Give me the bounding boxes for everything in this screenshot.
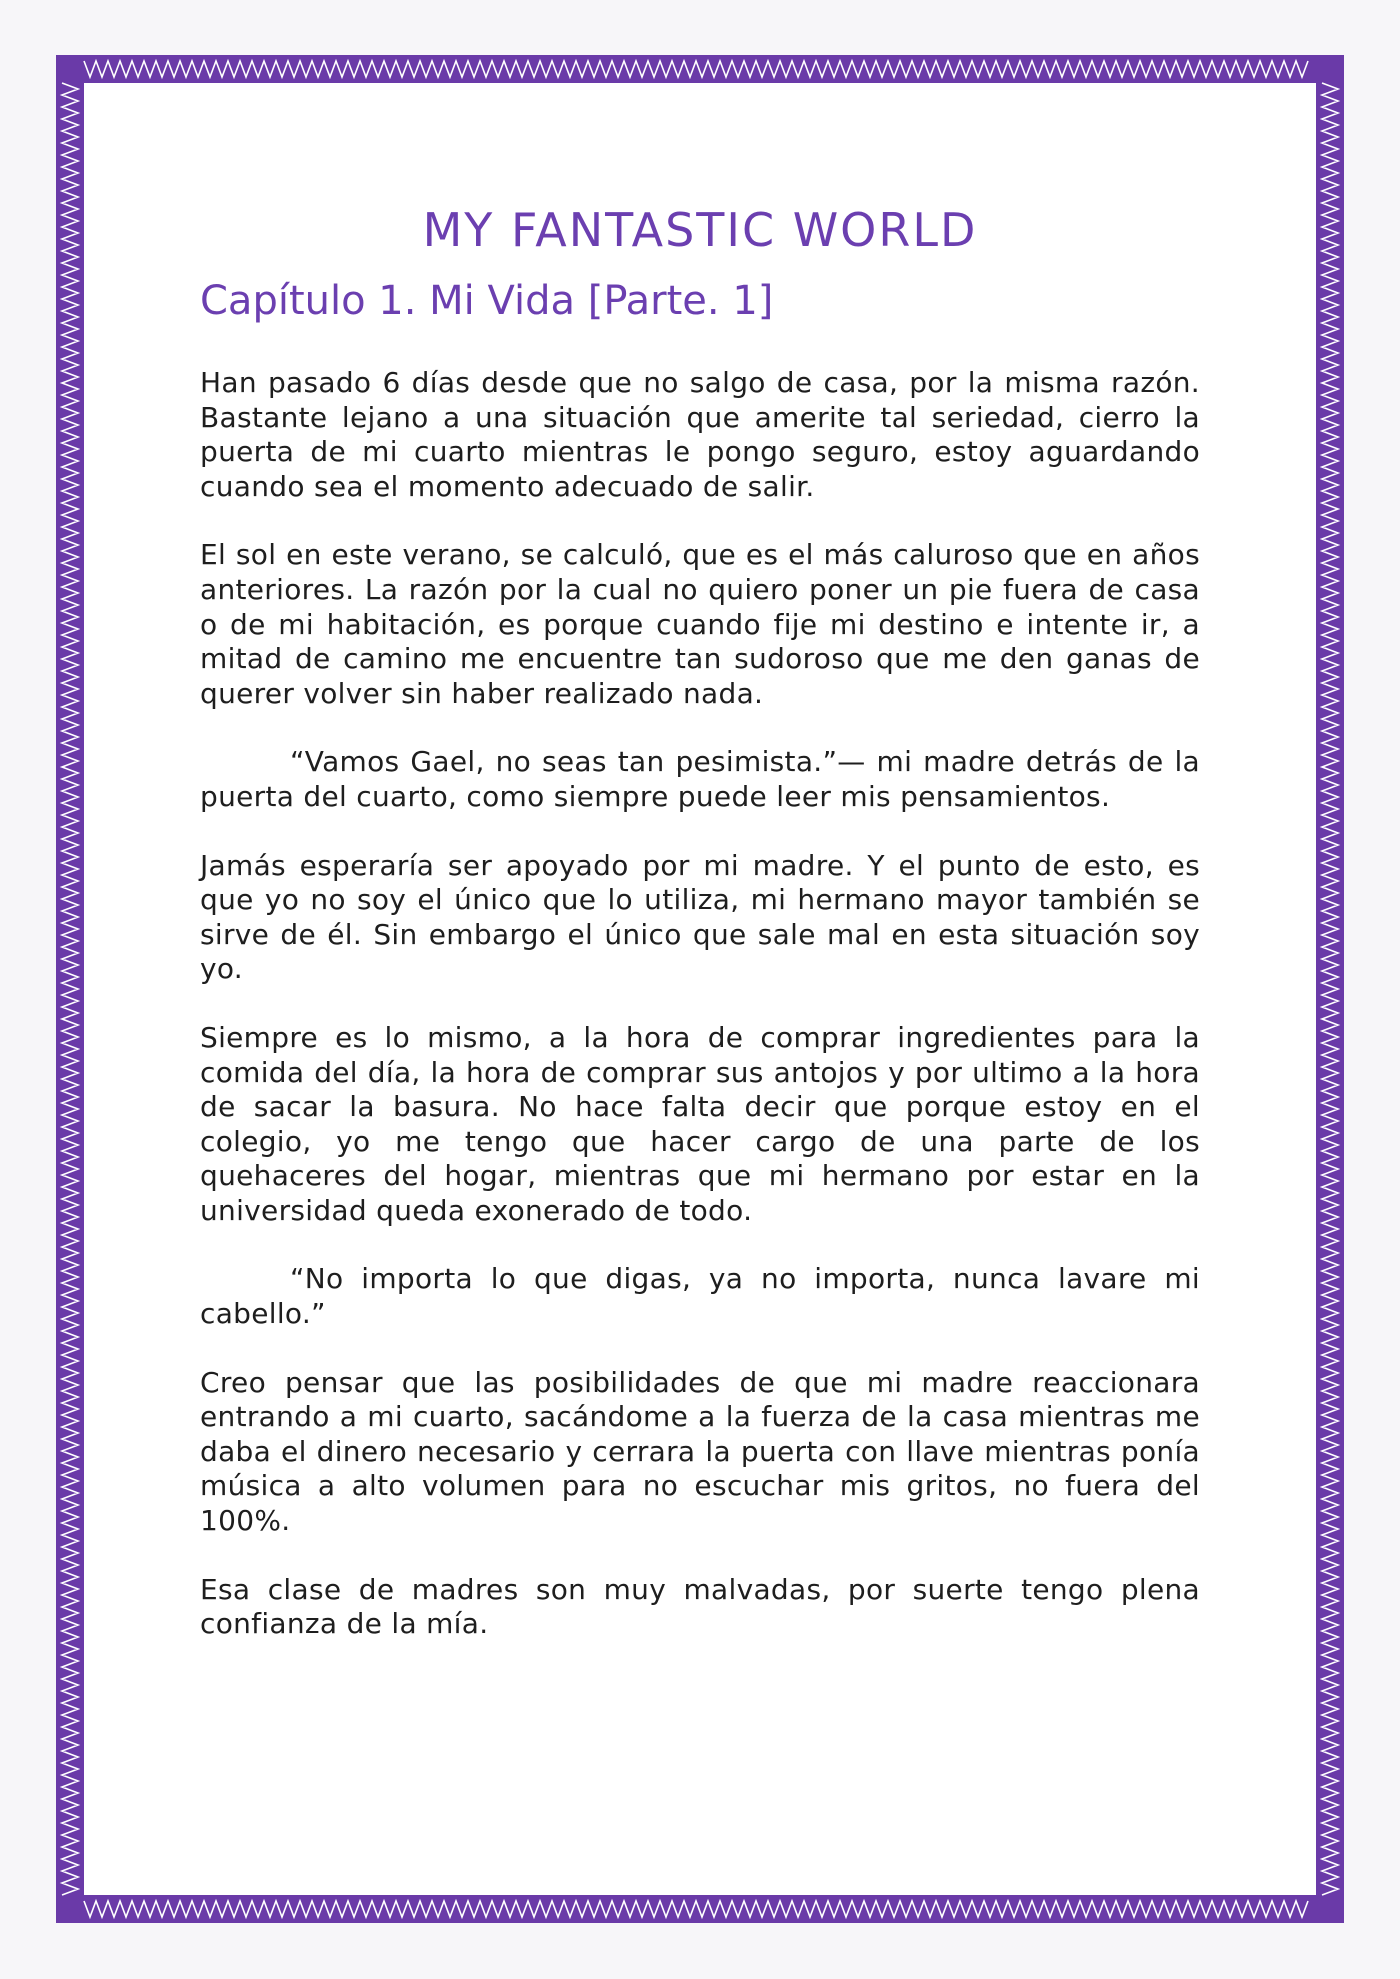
paragraph: Han pasado 6 días desde que no salgo de casa, por la misma razón. Bastante lejano a una situación que amerite tal seriedad, cierro la puerta de mi cuarto mientras le pongo seguro, estoy aguardando cuando sea el momento adecuado de salir. — [200, 366, 1200, 503]
chapter-heading: Capítulo 1. Mi Vida [Parte. 1] — [200, 278, 774, 324]
dialogue-paragraph: “Vamos Gael, no seas tan pesimista.”— mi madre detrás de la puerta del cuarto, como siempre puede leer mis pensamientos. — [200, 745, 1200, 813]
page-title: MY FANTASTIC WORLD — [422, 203, 978, 257]
paragraph: El sol en este verano, se calculó, que es el más caluroso que en años anteriores. La razón por la cual no quiero poner un pie fuera de casa o de mi habitación, es porque cuando fije mi destino e intente ir, a mitad de camino me encuentre tan sudoroso que me den ganas de querer volver sin haber realizado nada. — [200, 538, 1200, 710]
paragraph: Jamás esperaría ser apoyado por mi madre. Y el punto de esto, es que yo no soy el único que lo utiliza, mi hermano mayor también se sirve de él. Sin embargo el único que sale mal en esta situación soy yo. — [200, 848, 1200, 986]
paragraph: Esa clase de madres son muy malvadas, por suerte tengo plena confianza de la mía. — [200, 1572, 1200, 1641]
paragraph: Creo pensar que las posibilidades de que mi madre reaccionara entrando a mi cuarto, sacándome a la fuerza de la casa mientras me daba el dinero necesario y cerrara la puerta con llave mientras ponía música a alto volumen para no escuchar mis gritos, no fuera del 100%. — [200, 1365, 1200, 1538]
dialogue-paragraph: “No importa lo que digas, ya no importa, nunca lavare mi cabello.” — [200, 1262, 1200, 1331]
document-body — [200, 200, 1200, 1676]
paragraph: Siempre es lo mismo, a la hora de comprar ingredientes para la comida del día, la hora de comprar sus antojos y por ultimo a la hora de sacar la basura. No hace falta decir que porque estoy en el colegio, yo me tengo que hacer cargo de una parte de los quehaceres del hogar, mientras que mi hermano por estar en la universidad queda exonerado de todo. — [200, 1020, 1200, 1227]
